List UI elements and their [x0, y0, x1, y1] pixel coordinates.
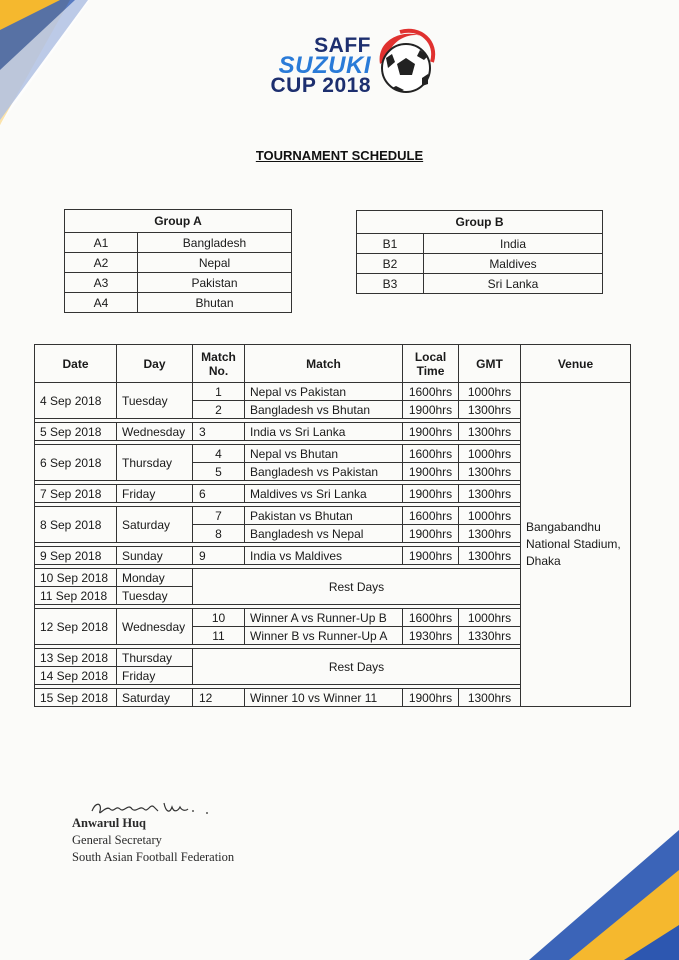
day-cell: Monday — [117, 569, 193, 587]
match-no-cell: 1 — [193, 383, 245, 401]
team-code: B2 — [357, 254, 424, 274]
date-cell: 4 Sep 2018 — [35, 383, 117, 419]
match-row — [35, 383, 631, 401]
date-cell: 11 Sep 2018 — [35, 587, 117, 605]
local-time-cell: 1900hrs — [403, 525, 459, 543]
logo-line-saff: SAFF — [314, 34, 371, 57]
team-code: A1 — [65, 233, 138, 253]
group-team-row — [357, 254, 603, 274]
local-time-cell: 1930hrs — [403, 627, 459, 645]
signatory-position: General Secretary — [72, 833, 162, 847]
saff-suzuki-cup-logo — [236, 28, 446, 108]
local-time-cell: 1900hrs — [403, 689, 459, 707]
match-no-cell: 8 — [193, 525, 245, 543]
local-time-cell: 1900hrs — [403, 463, 459, 481]
day-cell: Saturday — [117, 689, 193, 707]
gmt-cell: 1000hrs — [459, 609, 521, 627]
gmt-cell: 1300hrs — [459, 525, 521, 543]
match-no-cell: 12 — [193, 689, 245, 707]
match-cell: Winner A vs Runner-Up B — [245, 609, 403, 627]
day-cell: Friday — [117, 667, 193, 685]
date-cell: 12 Sep 2018 — [35, 609, 117, 645]
local-time-cell: 1900hrs — [403, 401, 459, 419]
corner-decoration-bottom-right — [509, 830, 679, 960]
team-name: India — [424, 234, 603, 254]
gmt-cell: 1000hrs — [459, 383, 521, 401]
day-cell: Wednesday — [117, 423, 193, 441]
match-cell: Nepal vs Pakistan — [245, 383, 403, 401]
group-team-row — [357, 274, 603, 294]
gmt-cell: 1300hrs — [459, 689, 521, 707]
match-cell: Maldives vs Sri Lanka — [245, 485, 403, 503]
local-time-cell: 1600hrs — [403, 383, 459, 401]
match-no-cell: 2 — [193, 401, 245, 419]
schedule-header-row — [35, 345, 631, 383]
local-time-cell: 1900hrs — [403, 423, 459, 441]
match-cell: Bangladesh vs Nepal — [245, 525, 403, 543]
signatory-organization: South Asian Football Federation — [72, 850, 235, 864]
team-name: Pakistan — [138, 273, 292, 293]
day-cell: Thursday — [117, 445, 193, 481]
day-cell: Saturday — [117, 507, 193, 543]
match-no-cell: 11 — [193, 627, 245, 645]
group-b-table — [356, 210, 603, 294]
date-cell: 15 Sep 2018 — [35, 689, 117, 707]
match-no-cell: 5 — [193, 463, 245, 481]
date-cell: 5 Sep 2018 — [35, 423, 117, 441]
day-cell: Sunday — [117, 547, 193, 565]
group-team-row — [65, 273, 292, 293]
team-name: Nepal — [138, 253, 292, 273]
match-no-cell: 4 — [193, 445, 245, 463]
local-time-cell: 1600hrs — [403, 507, 459, 525]
date-cell: 6 Sep 2018 — [35, 445, 117, 481]
team-code: B3 — [357, 274, 424, 294]
date-cell: 7 Sep 2018 — [35, 485, 117, 503]
day-cell: Tuesday — [117, 587, 193, 605]
date-cell: 10 Sep 2018 — [35, 569, 117, 587]
local-time-cell: 1900hrs — [403, 547, 459, 565]
page-title: TOURNAMENT SCHEDULE — [255, 148, 424, 163]
group-team-row — [65, 293, 292, 313]
signatory-name: Anwarul Huq — [72, 816, 146, 830]
header-gmt: GMT — [459, 345, 521, 383]
group-b-header: Group B — [357, 211, 603, 234]
rest-days-cell: Rest Days — [193, 649, 521, 685]
day-cell: Friday — [117, 485, 193, 503]
group-team-row — [65, 233, 292, 253]
match-no-cell: 10 — [193, 609, 245, 627]
gmt-cell: 1300hrs — [459, 547, 521, 565]
header-match: Match — [245, 345, 403, 383]
team-name: Maldives — [424, 254, 603, 274]
day-cell: Tuesday — [117, 383, 193, 419]
date-cell: 8 Sep 2018 — [35, 507, 117, 543]
local-time-cell: 1900hrs — [403, 485, 459, 503]
gmt-cell: 1330hrs — [459, 627, 521, 645]
day-cell: Thursday — [117, 649, 193, 667]
logo-line-cup: CUP 2018 — [270, 74, 371, 97]
match-no-cell: 6 — [193, 485, 245, 503]
gmt-cell: 1000hrs — [459, 507, 521, 525]
match-cell: India vs Sri Lanka — [245, 423, 403, 441]
rest-days-cell: Rest Days — [193, 569, 521, 605]
match-cell: Pakistan vs Bhutan — [245, 507, 403, 525]
team-name: Bhutan — [138, 293, 292, 313]
team-code: B1 — [357, 234, 424, 254]
team-code: A3 — [65, 273, 138, 293]
gmt-cell: 1300hrs — [459, 485, 521, 503]
match-cell: Winner B vs Runner-Up A — [245, 627, 403, 645]
header-local-time: Local Time — [403, 345, 459, 383]
header-match-no: Match No. — [193, 345, 245, 383]
match-no-cell: 3 — [193, 423, 245, 441]
group-a-header: Group A — [65, 210, 292, 233]
gmt-cell: 1300hrs — [459, 423, 521, 441]
team-name: Sri Lanka — [424, 274, 603, 294]
match-cell: Winner 10 vs Winner 11 — [245, 689, 403, 707]
header-day: Day — [117, 345, 193, 383]
venue-cell: Bangabandhu National Stadium, Dhaka — [521, 383, 631, 707]
date-cell: 14 Sep 2018 — [35, 667, 117, 685]
day-cell: Wednesday — [117, 609, 193, 645]
team-name: Bangladesh — [138, 233, 292, 253]
local-time-cell: 1600hrs — [403, 609, 459, 627]
match-cell: Nepal vs Bhutan — [245, 445, 403, 463]
header-date: Date — [35, 345, 117, 383]
team-code: A4 — [65, 293, 138, 313]
group-team-row — [357, 234, 603, 254]
match-no-cell: 7 — [193, 507, 245, 525]
signature-block — [72, 815, 234, 866]
corner-decoration-top-left — [0, 0, 95, 125]
match-cell: India vs Maldives — [245, 547, 403, 565]
team-code: A2 — [65, 253, 138, 273]
match-no-cell: 9 — [193, 547, 245, 565]
group-a-table — [64, 209, 292, 313]
match-cell: Bangladesh vs Pakistan — [245, 463, 403, 481]
football-icon — [370, 28, 436, 98]
date-cell: 9 Sep 2018 — [35, 547, 117, 565]
gmt-cell: 1300hrs — [459, 401, 521, 419]
logo-line-suzuki: SUZUKI — [278, 52, 371, 79]
header-venue: Venue — [521, 345, 631, 383]
schedule-table — [34, 344, 631, 707]
gmt-cell: 1000hrs — [459, 445, 521, 463]
group-team-row — [65, 253, 292, 273]
gmt-cell: 1300hrs — [459, 463, 521, 481]
date-cell: 13 Sep 2018 — [35, 649, 117, 667]
local-time-cell: 1600hrs — [403, 445, 459, 463]
match-cell: Bangladesh vs Bhutan — [245, 401, 403, 419]
